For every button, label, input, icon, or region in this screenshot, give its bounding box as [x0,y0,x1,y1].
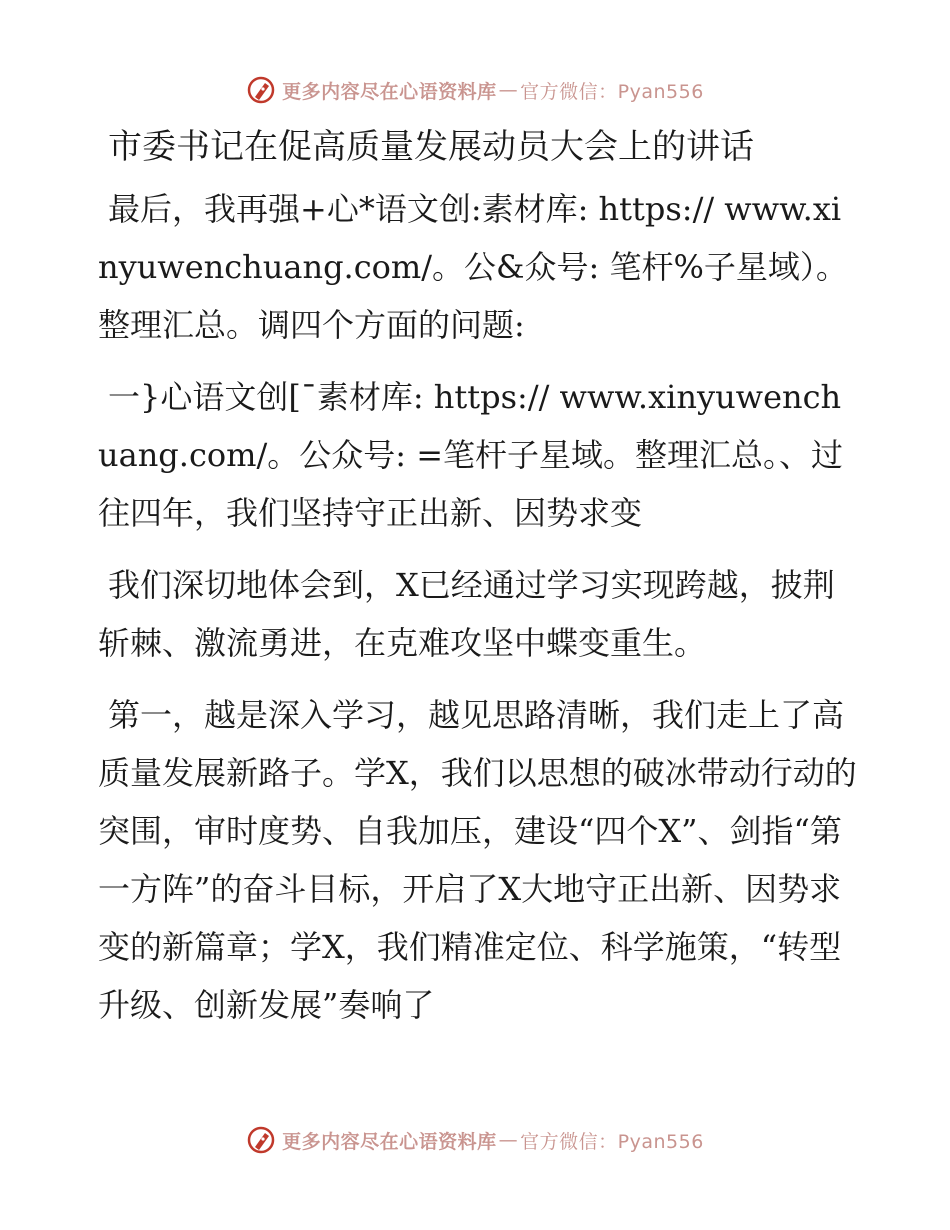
footer-watermark [0,1120,950,1160]
document-body [98,118,858,1048]
paragraph-1: 最后，我再强+心*语文创:素材库: https:// www.xinyuwenchuang.com/。公&众号: 笔杆%子星域）。整理汇总。调四个方面的问题: [98,190,848,344]
watermark-text: 更多内容尽在心语资料库 [282,80,497,103]
paragraph-4: 第一，越是深入学习，越见思路清晰，我们走上了高质量发展新路子。学X，我们以思想的破冰带动行动的突围，审时度势、自我加压，建设“四个X”、剑指“第一方阵”的奋斗目标，开启了X大地守正出新、因势求变的新篇章；学X，我们精准定位、科学施策，“转型升级、创新发展”奏响了 [98,696,857,1024]
document-title: 市委书记在促高质量发展动员大会上的讲话 [108,127,754,167]
paragraph-3: 我们深切地体会到，X已经通过学习实现跨越，披荆斩棘、激流勇进，在克难攻坚中蝶变重生。 [98,566,835,662]
pen-nib-circle-icon [246,1125,276,1155]
watermark-separator: — [498,1129,519,1151]
paragraph-2: 一}心语文创[¯素材库: https:// www.xinyuwenchuang.com/。公众号: =笔杆子星域。整理汇总。、过往四年，我们坚持守正出新、因势求变 [98,378,844,532]
watermark-text: 更多内容尽在心语资料库 [282,1130,497,1153]
header-watermark [0,70,950,110]
watermark-separator: — [498,79,519,101]
watermark-contact: 官方微信：Pyan556 [520,80,704,103]
pen-nib-circle-icon [246,75,276,105]
watermark-contact: 官方微信：Pyan556 [520,1130,704,1153]
